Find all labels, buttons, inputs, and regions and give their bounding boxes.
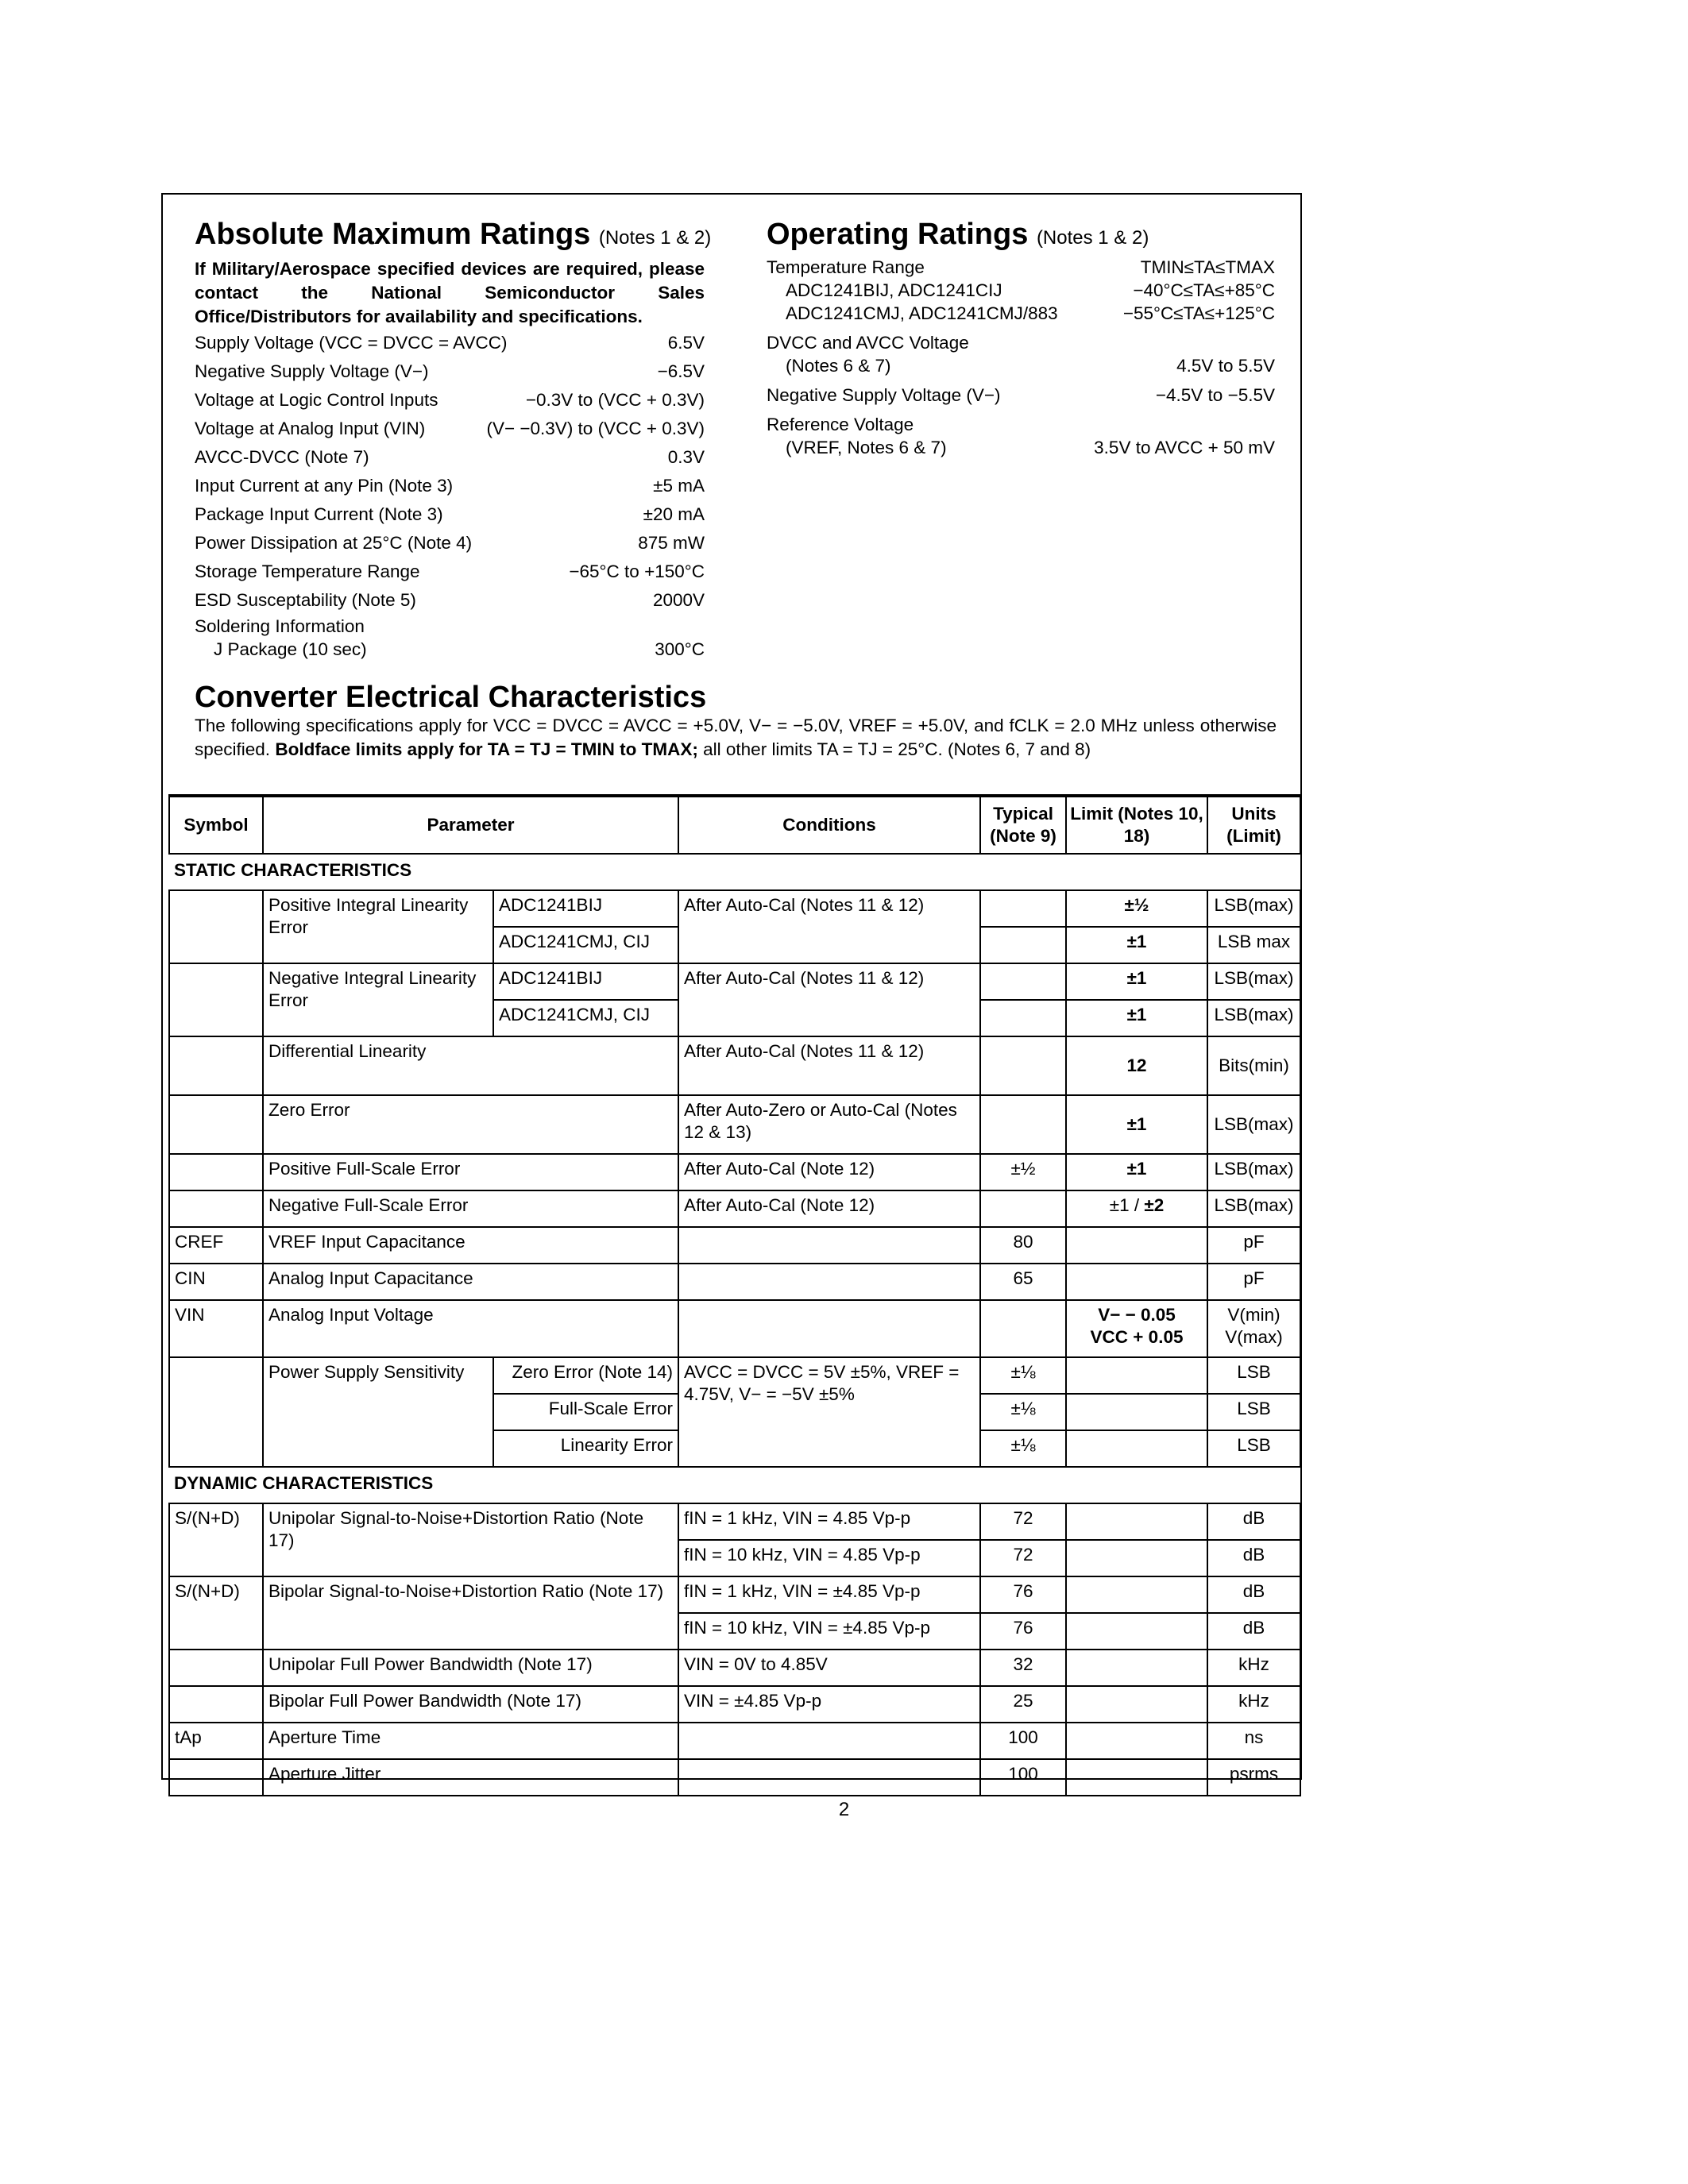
- abs-rows: [195, 329, 705, 615]
- abs-row-soldering: Soldering Information J Package (10 sec) 300°C: [195, 616, 705, 659]
- abs-row: Voltage at Logic Control Inputs −0.3V to (VCC + 0.3V): [195, 390, 705, 410]
- electrical-characteristics-table: [168, 794, 1301, 1796]
- th-typical: Typical (Note 9): [980, 796, 1066, 854]
- th-conditions: Conditions: [678, 796, 980, 854]
- abs-row: Package Input Current (Note 3) ±20 mA: [195, 504, 705, 524]
- table-row: fIN = 10 kHz, VIN = 4.85 Vp-p 72 dB: [169, 1540, 1300, 1576]
- op-title: Operating Ratings (Notes 1 & 2): [767, 218, 1149, 251]
- table-row: CIN Analog Input Capacitance 65 pF: [169, 1264, 1300, 1300]
- table-row: Negative Integral Linearity Error ADC1241BIJ After Auto-Cal (Notes 11 & 12) ±1 LSB(max): [169, 963, 1300, 1000]
- abs-row: Power Dissipation at 25°C (Note 4) 875 mW: [195, 533, 705, 553]
- table-row: Linearity Error ±⅛ LSB: [169, 1430, 1300, 1467]
- table-row: Zero Error After Auto-Zero or Auto-Cal (Notes 12 & 13) ±1 LSB(max): [169, 1095, 1300, 1154]
- page-number: 2: [838, 1799, 850, 1820]
- converter-characteristics: [195, 681, 1277, 762]
- th-units: Units (Limit): [1207, 796, 1300, 854]
- table-row: Bipolar Full Power Bandwidth (Note 17) VIN = ±4.85 Vp-p 25 kHz: [169, 1686, 1300, 1723]
- op-neg-supply: Negative Supply Voltage (V−) −4.5V to −5.5V: [767, 385, 1275, 405]
- conv-title: Converter Electrical Characteristics: [195, 681, 707, 714]
- absolute-max-ratings: [195, 217, 712, 661]
- table-row: VIN Analog Input Voltage V− − 0.05 VCC + 0.05 V(min) V(max): [169, 1300, 1300, 1357]
- table-row: fIN = 10 kHz, VIN = ±4.85 Vp-p 76 dB: [169, 1613, 1300, 1650]
- table-row: Negative Full-Scale Error After Auto-Cal (Note 12) ±1 / ±2 LSB(max): [169, 1190, 1300, 1227]
- table-row: CREF VREF Input Capacitance 80 pF: [169, 1227, 1300, 1264]
- op-temperature: Temperature Range TMIN≤TA≤TMAX ADC1241BIJ, ADC1241CIJ −40°C≤TA≤+85°C ADC1241CMJ, ADC1241CMJ/883 −55°C≤TA≤+125°C: [767, 257, 1275, 323]
- abs-row: Storage Temperature Range −65°C to +150°C: [195, 561, 705, 581]
- table-row: Unipolar Full Power Bandwidth (Note 17) VIN = 0V to 4.85V 32 kHz: [169, 1650, 1300, 1686]
- op-temp-value: TMIN≤TA≤TMAX: [1140, 257, 1275, 277]
- operating-ratings: [767, 217, 1275, 465]
- section-dynamic: DYNAMIC CHARACTERISTICS: [169, 1467, 1300, 1503]
- abs-row: Input Current at any Pin (Note 3) ±5 mA: [195, 476, 705, 496]
- table-row: S/(N+D) Bipolar Signal-to-Noise+Distortion Ratio (Note 17) fIN = 1 kHz, VIN = ±4.85 Vp-p 76 dB: [169, 1576, 1300, 1613]
- table-row: Positive Integral Linearity Error ADC1241BIJ After Auto-Cal (Notes 11 & 12) ±½ LSB(max): [169, 890, 1300, 927]
- table-row: Power Supply Sensitivity Zero Error (Note 14) AVCC = DVCC = 5V ±5%, VREF = 4.75V, V− = −5V ±5% ±⅛ LSB: [169, 1357, 1300, 1394]
- abs-title: Absolute Maximum Ratings (Notes 1 & 2): [195, 218, 712, 251]
- conv-description: The following specifications apply for VCC = DVCC = AVCC = +5.0V, V− = −5.0V, VREF = +5.0V, and fCLK = 2.0 MHz unless otherwise specified. Boldface limits apply for TA = TJ = TMIN to TMAX; all other limits TA = TJ = 25°C. (Notes 6, 7 and 8): [195, 716, 1277, 759]
- abs-row: Voltage at Analog Input (VIN) (V− −0.3V) to (VCC + 0.3V): [195, 419, 705, 438]
- table-header: [169, 796, 1300, 854]
- section-static: STATIC CHARACTERISTICS: [169, 854, 1300, 890]
- table-row: Differential Linearity After Auto-Cal (Notes 11 & 12) 12 Bits(min): [169, 1036, 1300, 1095]
- table-row: tAp Aperture Time 100 ns: [169, 1723, 1300, 1759]
- abs-row: ESD Susceptability (Note 5) 2000V: [195, 590, 705, 610]
- table-row: Aperture Jitter 100 psrms: [169, 1759, 1300, 1796]
- table-row: Positive Full-Scale Error After Auto-Cal (Note 12) ±½ ±1 LSB(max): [169, 1154, 1300, 1190]
- table-row: ADC1241CMJ, CIJ ±1 LSB max: [169, 927, 1300, 963]
- table-row: Full-Scale Error ±⅛ LSB: [169, 1394, 1300, 1430]
- op-reference: Reference Voltage (VREF, Notes 6 & 7) 3.5V to AVCC + 50 mV: [767, 415, 1275, 457]
- abs-row: Negative Supply Voltage (V−) −6.5V: [195, 361, 705, 381]
- th-parameter: Parameter: [263, 796, 678, 854]
- table-row: S/(N+D) Unipolar Signal-to-Noise+Distortion Ratio (Note 17) fIN = 1 kHz, VIN = 4.85 Vp-p 72 dB: [169, 1503, 1300, 1540]
- th-limit: Limit (Notes 10, 18): [1066, 796, 1207, 854]
- military-warning: If Military/Aerospace specified devices are required, please contact the National Semiconductor Sales Office/Distributors for availability and specifications.: [195, 259, 705, 326]
- abs-row: AVCC-DVCC (Note 7) 0.3V: [195, 447, 705, 467]
- abs-row: Supply Voltage (VCC = DVCC = AVCC) 6.5V: [195, 333, 705, 353]
- table-row: ADC1241CMJ, CIJ ±1 LSB(max): [169, 1000, 1300, 1036]
- op-dvcc: DVCC and AVCC Voltage (Notes 6 & 7) 4.5V to 5.5V: [767, 333, 1275, 376]
- th-symbol: Symbol: [169, 796, 263, 854]
